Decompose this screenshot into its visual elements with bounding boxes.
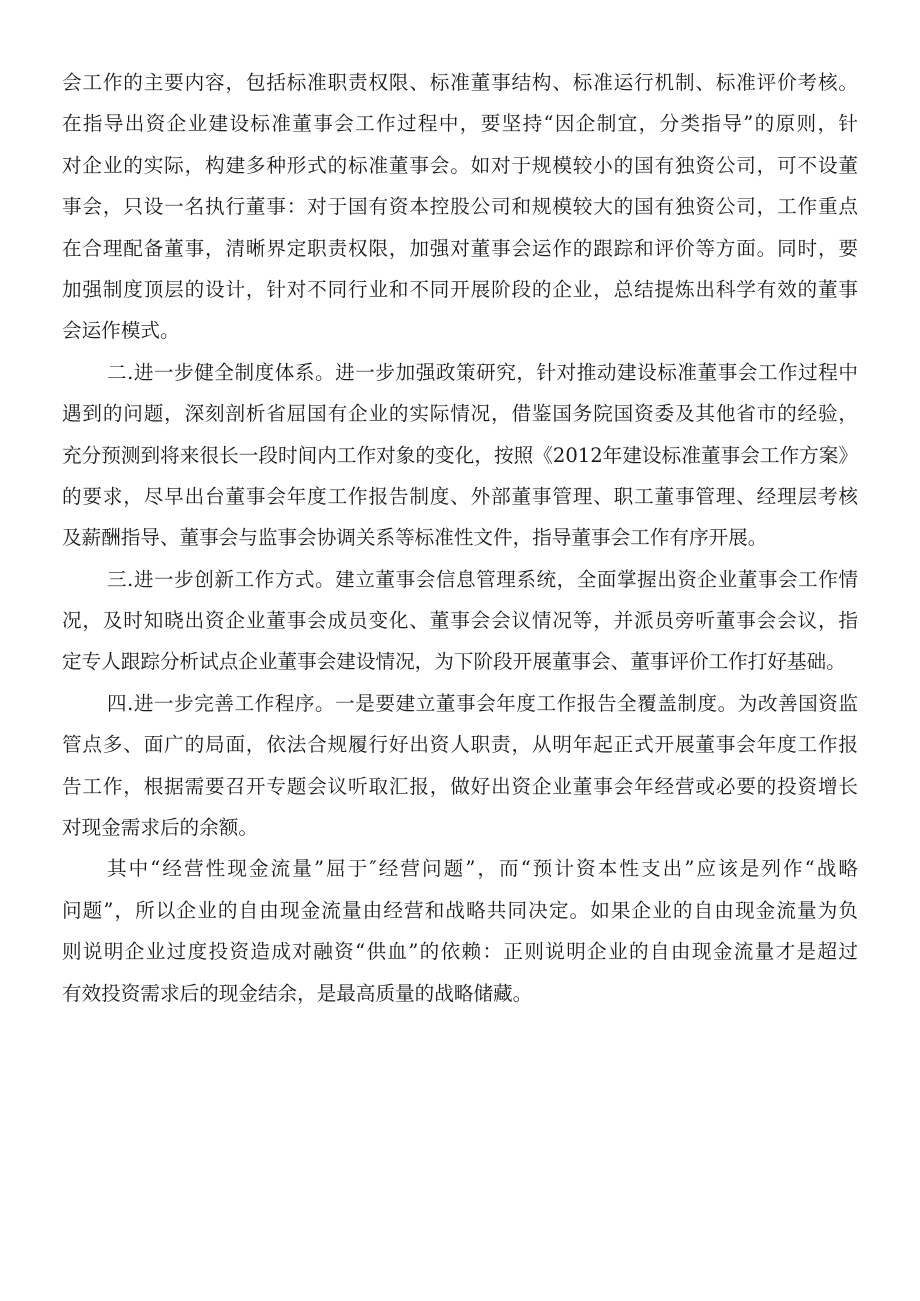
- text-line: 二.进一步健全制度体系。进一步加强政策研究，针对推动建设标准董事会工作过程中: [107, 360, 858, 384]
- text-line: 况，及时知晓出资企业董事会成员变化、董事会会议情况等，并派员旁听董事会会议，指: [62, 609, 858, 633]
- text-line: 遇到的问题，深刻剖析省屈国有企业的实际情况，借鉴国务院国资委及其他省市的经验，: [62, 402, 858, 426]
- text-line: 告工作，根据需要召开专题会议听取汇报，做好出资企业董事会年经营或必要的投资增长: [62, 774, 858, 798]
- text-line: 事会，只设一名执行董事：对于国有资本控股公司和规模较大的国有独资公司，工作重点: [62, 195, 858, 219]
- text-line: 则说明企业过度投资造成对融资“供血”的依赖：正则说明企业的自由现金流量才是超过: [62, 940, 858, 964]
- text-line: 问题”，所以企业的自由现金流量由经营和战略共同决定。如果企业的自由现金流量为负: [62, 898, 858, 922]
- paragraph-p4: [62, 683, 858, 849]
- text-line: 定专人跟踪分析试点企业董事会建设情况，为下阶段开展董事会、董事评价工作打好基础。: [62, 650, 846, 674]
- text-line: 有效投资需求后的现金结余，是最高质量的战略储藏。: [62, 981, 533, 1005]
- text-line: 对企业的实际，构建多种形式的标准董事会。如对于规模较小的国有独资公司，可不设董: [62, 153, 858, 177]
- text-line: 其中“经营性现金流量”屈于″经营问题”，而“预计资本性支出”应该是列作“战略: [107, 857, 858, 881]
- paragraph-p3: [62, 559, 858, 683]
- text-line: 管点多、面广的局面，依法合规履行好出资人职责，从明年起正式开展董事会年度工作报: [62, 733, 858, 757]
- text-line: 对现金需求后的余额。: [62, 816, 258, 840]
- text-line: 在合理配备董事，清晰界定职责权限，加强对董事会运作的跟踪和评价等方面。同时，要: [62, 236, 858, 260]
- paragraph-p2: [62, 352, 858, 559]
- text-line: 及薪酬指导、董事会与监事会协调关系等标准性文件，指导董事会工作有序开展。: [62, 526, 768, 550]
- text-line: 加强制度顶层的设计，针对不同行业和不同开展阶段的企业，总结提炼出科学有效的董事: [62, 277, 858, 301]
- text-line: 会工作的主要内容，包括标准职责权限、标准董事结构、标准运行机制、标准评价考核。: [62, 71, 858, 94]
- paragraph-p1: [62, 62, 858, 352]
- text-line: 三.进一步创新工作方式。建立董事会信息管理系统，全面掌握出资企业董事会工作情: [107, 567, 858, 591]
- text-line: 在指导出资企业建设标准董事会工作过程中，要坚持“因企制宜，分类指导”的原则，针: [62, 112, 858, 136]
- paragraph-p5: [62, 848, 858, 1014]
- document-page: [62, 62, 858, 1014]
- text-line: 的要求，尽早出台董事会年度工作报告制度、外部董事管理、职工董事管理、经理层考核: [62, 484, 858, 508]
- text-line: 充分预测到将来很长一段时间内工作对象的变化，按照《2012年建设标准董事会工作方案》: [62, 443, 858, 467]
- text-line: 会运作模式。: [62, 319, 180, 343]
- text-line: 四.进一步完善工作程序。一是要建立董事会年度工作报告全覆盖制度。为改善国资监: [107, 691, 858, 715]
